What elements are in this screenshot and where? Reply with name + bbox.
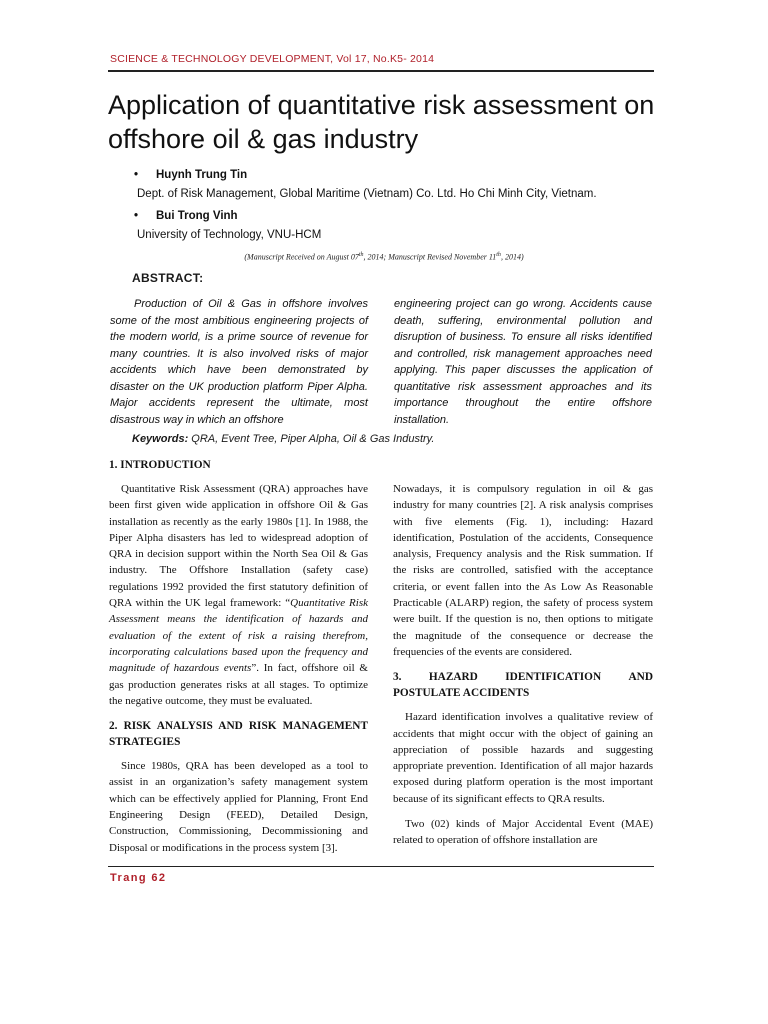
hazard-paragraph: Hazard identification involves a qualitative review of accidents that might occur with the object of gaining an appreciation of possible hazards and suggesting appropriate prevention. Identification of all major hazards exposed during platform operation is the most important because of its significant effects to QRA results. bbox=[393, 711, 653, 805]
body-left-column bbox=[109, 457, 368, 865]
paragraph-text: ”. In fact, offshore oil & gas production generates risks at all stages. To optimize the negative outcome, they must be evaluated. bbox=[109, 662, 368, 707]
keywords-text: QRA, Event Tree, Piper Alpha, Oil & Gas Industry. bbox=[188, 433, 435, 445]
abstract-right-column: engineering project can go wrong. Accidents cause death, suffering, environmental pollution and disruption of business. To ensure all risks identified and controlled, risk management approaches need applying. This paper discusses the application of quantitative risk assessment approaches and its importance throughout the entire offshore installation. bbox=[394, 298, 652, 426]
page-number: Trang 62 bbox=[110, 872, 167, 884]
footer-rule bbox=[108, 866, 654, 867]
intro-paragraph bbox=[109, 481, 368, 709]
qra-definition-quote: Quantitative Risk Assessment means the identification of hazards and evaluation of the extent of risk a raising therefrom, incorporating calculations based upon the frequency and magnitude of hazardous events bbox=[109, 597, 368, 675]
section-heading-line2: POSTULATE ACCIDENTS bbox=[393, 687, 530, 700]
mae-paragraph: Two (02) kinds of Major Accidental Event (MAE) related to operation of offshore installation are bbox=[393, 818, 653, 847]
author-name: Huynh Trung Tin bbox=[156, 169, 248, 181]
keywords bbox=[132, 433, 434, 445]
header-rule bbox=[108, 70, 654, 72]
author-affiliation: University of Technology, VNU-HCM bbox=[137, 229, 322, 241]
section-heading-introduction: 1. INTRODUCTION bbox=[109, 459, 211, 471]
abstract-heading: ABSTRACT: bbox=[132, 271, 204, 285]
bullet-icon: • bbox=[134, 169, 139, 181]
regulation-paragraph: Nowadays, it is compulsory regulation in oil & gas industry for many countries [2]. A risk analysis comprises with five elements (Fig. 1), including: Hazard identification, Postulation of the accidents, Consequence analysis, Frequency analysis and the Risk summation. If the risks are controlled, satisfied with the acceptance criteria, or event fallen into the As Low As Reasonable Practicable (ALARP) region, the safety of process system were built. If the question is no, then options to mitigate the magnitude of the consequence or decrease the frequencies of the events are considered. bbox=[393, 483, 653, 658]
superscript: th bbox=[358, 252, 364, 258]
running-header: SCIENCE & TECHNOLOGY DEVELOPMENT, Vol 17, No.K5- 2014 bbox=[110, 53, 435, 65]
author-name: Bui Trong Vinh bbox=[156, 210, 238, 222]
superscript: th bbox=[496, 252, 501, 258]
manuscript-text: (Manuscript Received on August 07 bbox=[244, 252, 359, 262]
manuscript-text: , 2014; Manuscript Revised November 11 bbox=[363, 252, 497, 262]
manuscript-text: , 2014) bbox=[500, 252, 524, 262]
bullet-icon: • bbox=[134, 210, 139, 222]
heading-word: HAZARD bbox=[428, 671, 478, 684]
manuscript-dates bbox=[0, 252, 768, 262]
heading-word: IDENTIFICATION bbox=[505, 671, 602, 684]
abstract-left-column: Production of Oil & Gas in offshore involves some of the most ambitious engineering projects of the modern world, is a prime source of revenue for many countries. It is also involved risks of major accidents which have been demonstrated by disaster on the UK production platform Piper Alpha. Major accidents represent the ultimate, most disastrous way in which an offshore bbox=[110, 298, 368, 426]
body-right-column bbox=[393, 481, 653, 858]
paragraph-text: Quantitative Risk Assessment (QRA) approaches have been first given wide application in offshore Oil & Gas installation as recently as the early 1980s [1]. In 1988, the Piper Alpha disasters has led to widespread adoption of QRA in decision support within the North Sea Oil & Gas industry. The Offshore Installation (safety case) regulations 1992 provided the first statutory definition of QRA within the UK legal framework: “ bbox=[109, 483, 368, 610]
heading-word: 3. bbox=[393, 671, 402, 684]
keywords-label: Keywords: bbox=[132, 433, 189, 445]
paper-title: Application of quantitative risk assessment on offshore oil & gas industry bbox=[108, 90, 655, 154]
heading-word: AND bbox=[628, 671, 653, 684]
author-affiliation: Dept. of Risk Management, Global Maritime (Vietnam) Co. Ltd. Ho Chi Minh City, Vietnam. bbox=[137, 188, 597, 200]
section-heading-risk-analysis: 2. RISK ANALYSIS AND RISK MANAGEMENT STRATEGIES bbox=[109, 720, 368, 749]
risk-paragraph: Since 1980s, QRA has been developed as a tool to assist in an organization’s safety management system which can be effectively applied for Planning, Front End Engineering Design (FEED), Detailed Design, Construction, Commissioning, Decommissioning and Disposal or modifications in the process system [3]. bbox=[109, 760, 368, 854]
section-heading-hazard-identification bbox=[393, 669, 653, 685]
